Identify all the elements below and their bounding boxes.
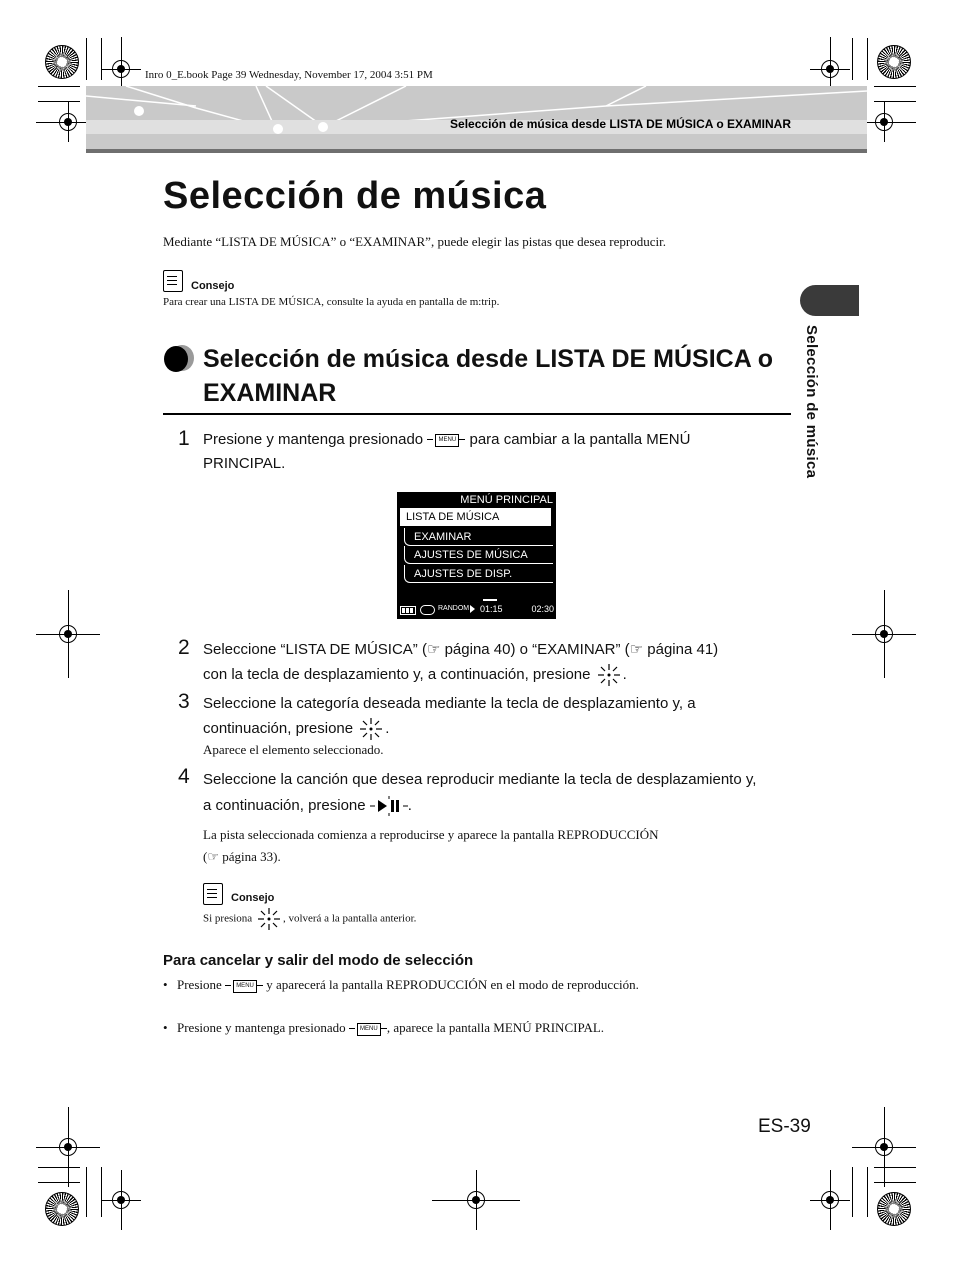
page-number: ES-39 [758,1116,811,1137]
step-text-part: a continuación, presione [203,797,366,814]
tip-notepad-icon [163,270,183,292]
repeat-icon [420,605,435,615]
step-number: 1 [178,427,190,450]
bullet-text-part: y aparecerá la pantalla REPRODUCCIÓN en el modo de reproducción. [263,976,639,992]
section-rule [163,413,791,415]
bullet-item [163,975,639,997]
cancel-heading: Para cancelar y salir del modo de selección [163,952,474,969]
menu-button-icon [427,429,465,451]
step-2-text [203,638,798,688]
side-tab-label: Selección de música [803,325,820,479]
running-header: Selección de música desde LISTA DE MÚSICA o EXAMINAR [450,117,791,131]
screen-header: MENÚ PRINCIPAL [460,494,553,506]
random-label: RANDOM [438,605,470,612]
print-info: Inro 0_E.book Page 39 Wednesday, November 17, 2004 3:51 PM [145,69,433,81]
section-title-line1: Selección de música desde LISTA DE MÚSICA o [203,345,774,373]
pointing-hand-icon: ☞ [629,641,644,658]
bullet-text-part: Presione y mantenga presionado [177,1019,346,1035]
tip-label: Consejo [191,280,235,292]
progress-indicator [483,599,497,601]
screen-item: AJUSTES DE DISP. [404,565,553,583]
registration-sun-icon [45,1192,79,1226]
menu-icon-label: MENU [357,1023,381,1036]
step-number: 3 [178,690,190,713]
step-note [203,824,659,868]
step-text-part: Seleccione la canción que desea reproducir mediante la tecla de desplazamiento y, [203,771,757,788]
pointing-hand-icon: ☞ [207,849,219,864]
menu-button-icon [349,1018,387,1040]
tip-text-part: Si presiona [203,912,253,925]
step-note-part: página 33). [222,849,281,864]
tip-label: Consejo [231,892,275,904]
section-title [203,342,793,410]
tip-notepad-icon [203,883,223,905]
section-title-line2: EXAMINAR [203,379,337,407]
time-total: 02:30 [531,604,554,614]
step-note: Aparece el elemento seleccionado. [203,742,384,757]
play-icon [470,605,475,613]
step-text-part: . [622,665,627,683]
step-note-part: ( [203,849,208,864]
step-text-part: Presione y mantenga presionado [203,431,424,448]
step-text-part: continuación, presione [203,719,354,737]
step-3-text [203,692,798,742]
step-text-part: PRINCIPAL. [203,455,286,472]
center-button-icon [255,906,283,932]
bullet-item [163,1018,604,1040]
header-dot [318,122,328,132]
page-title: Selección de música [163,175,547,217]
battery-icon [400,606,416,615]
bullet-dot: • [163,1019,168,1035]
time-elapsed: 01:15 [480,604,503,614]
screen-item-selected: LISTA DE MÚSICA [400,508,545,526]
step-text-part: Seleccione la categoría deseada mediante la tecla de desplazamiento y, a [203,695,696,712]
screen-item: AJUSTES DE MÚSICA [404,546,553,564]
screen-status-bar [397,603,556,619]
step-text-part: página 40) o “EXAMINAR” ( [444,641,630,658]
step-text-part: . [385,719,390,737]
registration-sun-icon [877,45,911,79]
registration-sun-icon [877,1192,911,1226]
header-band [86,86,867,153]
bullet-text-part: Presione [177,976,222,992]
center-button-icon [595,662,623,688]
header-dot [273,124,283,134]
tip-text-part: , volverá a la pantalla anterior. [282,912,417,925]
step-4-text [203,767,798,819]
step-text-part: Seleccione “LISTA DE MÚSICA” ( [203,641,427,658]
center-button-icon [357,716,385,742]
bullet-dot: • [163,976,168,992]
menu-icon-label: MENU [233,980,257,993]
step-1-text [203,428,793,476]
bullet-text-part: , aparece la pantalla MENÚ PRINCIPAL. [386,1019,605,1035]
registration-sun-icon [45,45,79,79]
pointing-hand-icon: ☞ [426,641,441,658]
side-tab [800,285,859,316]
screen-item: EXAMINAR [404,528,553,546]
menu-button-icon [225,975,263,997]
step-text-part: . [407,797,412,814]
tip-text: Para crear una LISTA DE MÚSICA, consulte la ayuda en pantalla de m:trip. [163,296,500,308]
device-screen [397,492,556,619]
intro-text: Mediante “LISTA DE MÚSICA” o “EXAMINAR”, puede elegir las pistas que desea reproducir. [163,234,666,249]
tip-text [203,906,416,932]
step-text-part: con la tecla de desplazamiento y, a continuación, presione [203,665,591,683]
step-note-line: La pista seleccionada comienza a reproducirse y aparece la pantalla REPRODUCCIÓN [203,827,659,842]
step-text-part: para cambiar a la pantalla MENÚ [469,431,691,448]
step-number: 2 [178,636,190,659]
header-dot [134,106,144,116]
menu-icon-label: MENU [435,434,459,447]
step-text-part: página 41) [647,641,719,658]
play-pause-button-icon [370,795,408,817]
section-bullet-icon [164,345,194,373]
step-number: 4 [178,765,190,788]
